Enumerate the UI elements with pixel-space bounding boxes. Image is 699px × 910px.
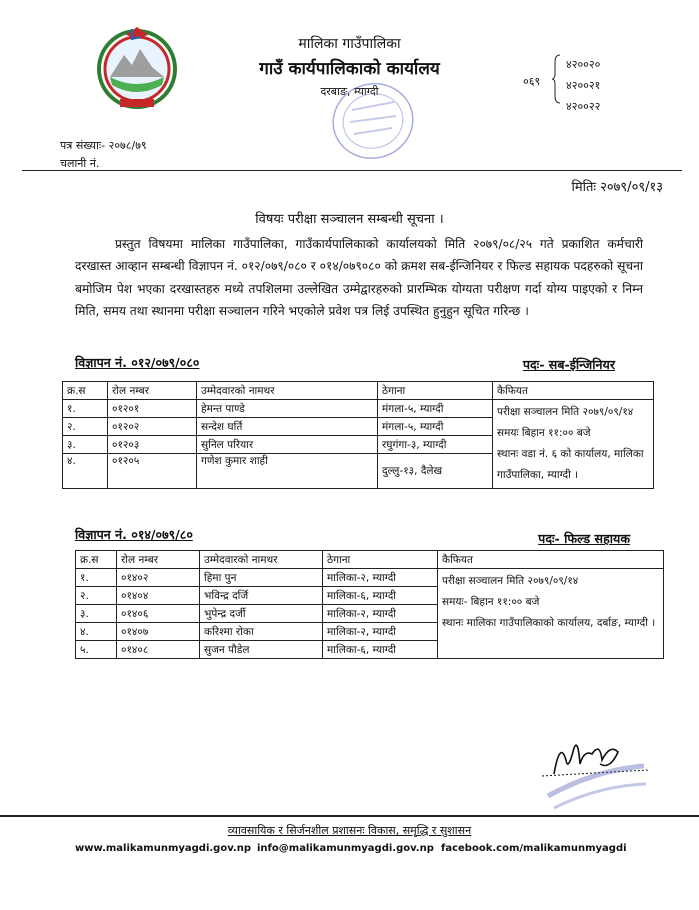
dispatch-number: चलानी नं. — [60, 157, 100, 170]
brace-icon — [551, 54, 561, 104]
website-link[interactable]: www.malikamunmyagdi.gov.np — [75, 843, 251, 854]
address-cell: रघुगंगा-३, म्याग्दी — [378, 436, 493, 454]
remark-line: स्थानः मालिका गाउँपालिकाको कार्यालय, दर्बाङ, म्याग्दी । — [442, 617, 656, 629]
municipality-name: मालिका गाउँपालिका — [298, 36, 401, 52]
remark-line: परीक्षा सञ्चालन मिति २०७९/०९/१४ — [442, 575, 579, 587]
roll-cell: ०१४०८ — [117, 641, 200, 659]
serial-cell: ३. — [63, 436, 108, 454]
address-cell: मालिका-६, म्याग्दी — [323, 641, 438, 659]
header-divider — [22, 170, 682, 171]
name-cell: हिमा पुन — [200, 569, 323, 587]
facebook-link[interactable]: facebook.com/malikamunmyagdi — [441, 843, 627, 854]
col-header: रोल नम्बर — [117, 551, 200, 569]
phone-number: ४२००२२ — [566, 100, 601, 113]
address-cell: मंगला-५, म्याग्दी — [378, 400, 493, 418]
footer-motto: व्यावसायिक र सिर्जनशील प्रशासनः विकास, समृद्धि र सुशासन — [227, 824, 472, 837]
advertisement-number-1: विज्ञापन नं. ०१२/०७९/०८० — [75, 355, 200, 370]
table-row — [63, 400, 654, 418]
address-cell: मालिका-२, म्याग्दी — [323, 623, 438, 641]
remark-line: स्थानः वडा नं. ६ को कार्यालय, मालिका गाउँपालिका, म्याग्दी । — [497, 448, 644, 481]
col-header: उम्मेदवारको नामथर — [200, 551, 323, 569]
remarks-cell — [438, 569, 664, 659]
table-header-row — [76, 551, 664, 569]
col-header: ठेगाना — [378, 382, 493, 400]
name-cell: सन्देश घर्ति — [197, 418, 378, 436]
serial-cell: १. — [63, 400, 108, 418]
name-cell: सुनिल परियार — [197, 436, 378, 454]
col-header: कैफियत — [493, 382, 654, 400]
name-cell: भुपेन्द्र दर्जी — [200, 605, 323, 623]
address-cell: मंगला-५, म्याग्दी — [378, 418, 493, 436]
roll-cell: ०१२०३ — [108, 436, 197, 454]
serial-cell: २. — [76, 587, 117, 605]
advertisement-number-2: विज्ञापन नं. ०१४/०७९/८० — [75, 527, 193, 542]
serial-cell: ४. — [76, 623, 117, 641]
address-cell: दुल्लु-१३, दैलेख — [378, 454, 493, 489]
letter-number: पत्र संख्याः- २०७८/७९ — [60, 139, 147, 152]
roll-cell: ०१२०५ — [108, 454, 197, 489]
reference-block — [60, 137, 147, 173]
notice-subject: विषयः परीक्षा सञ्चालन सम्बन्धी सूचना । — [255, 212, 444, 227]
name-cell: करिश्मा रोका — [200, 623, 323, 641]
remark-line: समयः बिहान ११:०० बजे — [497, 427, 591, 439]
name-cell: गणेश कुमार शाही — [197, 454, 378, 489]
serial-cell: ३. — [76, 605, 117, 623]
phone-numbers — [566, 54, 600, 117]
name-cell: सुजन पौडेल — [200, 641, 323, 659]
remark-line: समयः- बिहान ११:०० बजे — [442, 596, 540, 608]
name-cell: हेमन्त पाण्डे — [197, 400, 378, 418]
notice-date: मितिः २०७९/०९/१३ — [571, 180, 663, 195]
col-header: ठेगाना — [323, 551, 438, 569]
serial-cell: ४. — [63, 454, 108, 489]
col-header: क्र.स — [76, 551, 117, 569]
address-cell: मालिका-२, म्याग्दी — [323, 569, 438, 587]
col-header: उम्मेदवारको नामथर — [197, 382, 378, 400]
roll-cell: ०१४०४ — [117, 587, 200, 605]
office-stamp — [330, 80, 416, 162]
email-link[interactable]: info@malikamunmyagdi.gov.np — [257, 843, 434, 854]
name-cell: भविन्द्र दर्जि — [200, 587, 323, 605]
address-cell: मालिका-२, म्याग्दी — [323, 605, 438, 623]
remarks-cell — [493, 400, 654, 489]
footer-divider — [0, 815, 699, 817]
table-header-row — [63, 382, 654, 400]
serial-cell: २. — [63, 418, 108, 436]
office-name: गाउँ कार्यपालिकाको कार्यालय — [259, 59, 440, 79]
roll-cell: ०१४०६ — [117, 605, 200, 623]
serial-cell: ५. — [76, 641, 117, 659]
roll-cell: ०१४०२ — [117, 569, 200, 587]
col-header: रोल नम्बर — [108, 382, 197, 400]
phone-number: ४२००२० — [566, 58, 601, 71]
post-title-2: पदः- फिल्ड सहायक — [538, 531, 630, 546]
post-title-1: पदः- सब-ईन्जिनियर — [522, 357, 615, 372]
candidate-table-1 — [62, 381, 654, 489]
table-row — [76, 569, 664, 587]
col-header: कैफियत — [438, 551, 664, 569]
remark-line: परीक्षा सञ्चालन मिति २०७९/०९/१४ — [497, 406, 634, 418]
serial-cell: १. — [76, 569, 117, 587]
phone-number: ४२००२१ — [566, 79, 601, 92]
phone-area-code: ०६९ — [523, 75, 541, 88]
candidate-table-2 — [75, 550, 664, 659]
signature-stamp — [540, 730, 650, 810]
roll-cell: ०१४०७ — [117, 623, 200, 641]
roll-cell: ०१२०१ — [108, 400, 197, 418]
office-address: दरबाङ, म्याग्दी — [320, 85, 379, 98]
roll-cell: ०१२०२ — [108, 418, 197, 436]
col-header: क्र.स — [63, 382, 108, 400]
notice-body: प्रस्तुत विषयमा मालिका गाउँपालिका, गाउँकार्यपालिकाको कार्यालयको मिति २०७९/०८/२५ गते प्रकाशित कर्मचारी दरखास्त आव्हान सम्बन्धी विज्ञापन नं. ०१२/०७९/०८० र ०१४/०७९०८० को क्रमश सब-ईन्जिनियर र फिल्ड सहायक पदहरुको सूचना बमोजिम पेश भएका दरखास्तहरु मध्ये तपशिलमा उल्लेखित उम्मेद्वारहरुको प्रारम्भिक योग्यता परीक्षण गर्दा योग्य पाइएको र निम्न मिति, समय तथा स्थानमा परीक्षा सञ्चालन गरिने भएकोले प्रवेश पत्र लिई उपस्थित हुनुहुन सूचित गरिन्छ । — [75, 237, 643, 319]
address-cell: मालिका-६, म्याग्दी — [323, 587, 438, 605]
